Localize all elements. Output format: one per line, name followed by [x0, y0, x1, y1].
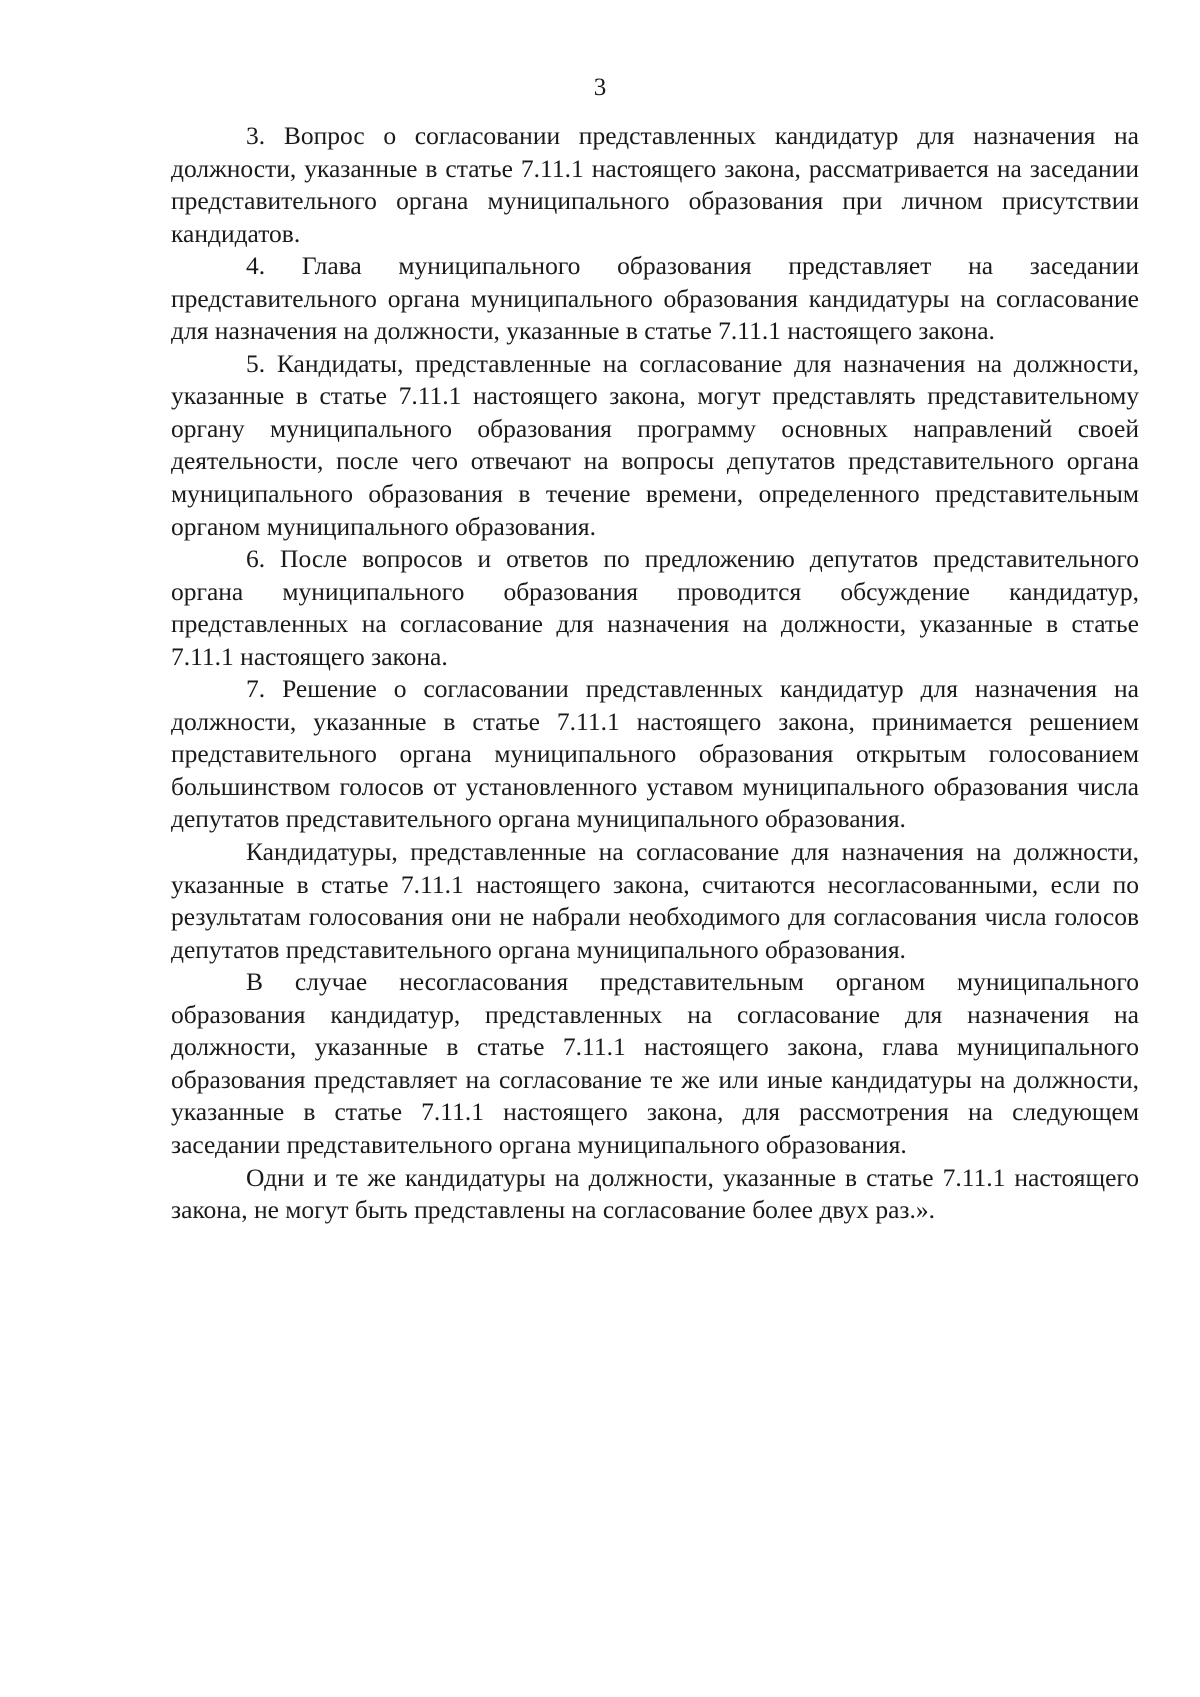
paragraph-item-5: 5. Кандидаты, представленные на согласование для назначения на должности, указанные в статье 7.11.1 настоящего закона, могут представлять представительному органу муниципального образования программу основных направлений своей деятельности, после чего отвечают на вопросы депутатов представительного органа муниципального образования в течение времени, определенного представительным органом муниципального образования.: [171, 348, 1139, 541]
paragraph-item-6: 6. После вопросов и ответов по предложению депутатов представительного органа муниципального образования проводится обсуждение кандидатур, представленных на согласование для назначения на должности, указанные в статье 7.11.1 настоящего закона.: [171, 544, 1139, 671]
document-body: [171, 120, 1139, 1227]
paragraph-nomination-limit: Одни и те же кандидатуры на должности, указанные в статье 7.11.1 настоящего закона, не могут быть представлены на согласование более двух раз.».: [171, 1162, 1139, 1225]
paragraph-item-4: 4. Глава муниципального образования представляет на заседании представительного органа муниципального образования кандидатуры на согласование для назначения на должности, указанные в статье 7.11.1 настоящего закона.: [171, 251, 1139, 346]
paragraph-repeat-nomination: В случае несогласования представительным органом муниципального образования кандидатур, представленных на согласование для назначения на должности, указанные в статье 7.11.1 настоящего закона, глава муниципального образования представляет на согласование те же или иные кандидатуры на должности, указанные в статье 7.11.1 настоящего закона, для рассмотрения на следующем заседании представительного органа муниципального образования.: [171, 967, 1139, 1159]
page-number: 3: [593, 74, 607, 101]
paragraph-unconfirmed-candidates: Кандидатуры, представленные на согласование для назначения на должности, указанные в статье 7.11.1 настоящего закона, считаются несогласованными, если по результатам голосования они не набрали необходимого для согласования числа голосов депутатов представительного органа муниципального образования.: [171, 837, 1139, 964]
paragraph-item-7: 7. Решение о согласовании представленных кандидатур для назначения на должности, указанные в статье 7.11.1 настоящего закона, принимается решением представительного органа муниципального образования открытым голосованием большинством голосов от установленного уставом муниципального образования числа депутатов представительного органа муниципального образования.: [171, 674, 1139, 834]
paragraph-item-3: 3. Вопрос о согласовании представленных кандидатур для назначения на должности, указанные в статье 7.11.1 настоящего закона, рассматривается на заседании представительного органа муниципального образования при личном присутствии кандидатов.: [171, 121, 1139, 248]
